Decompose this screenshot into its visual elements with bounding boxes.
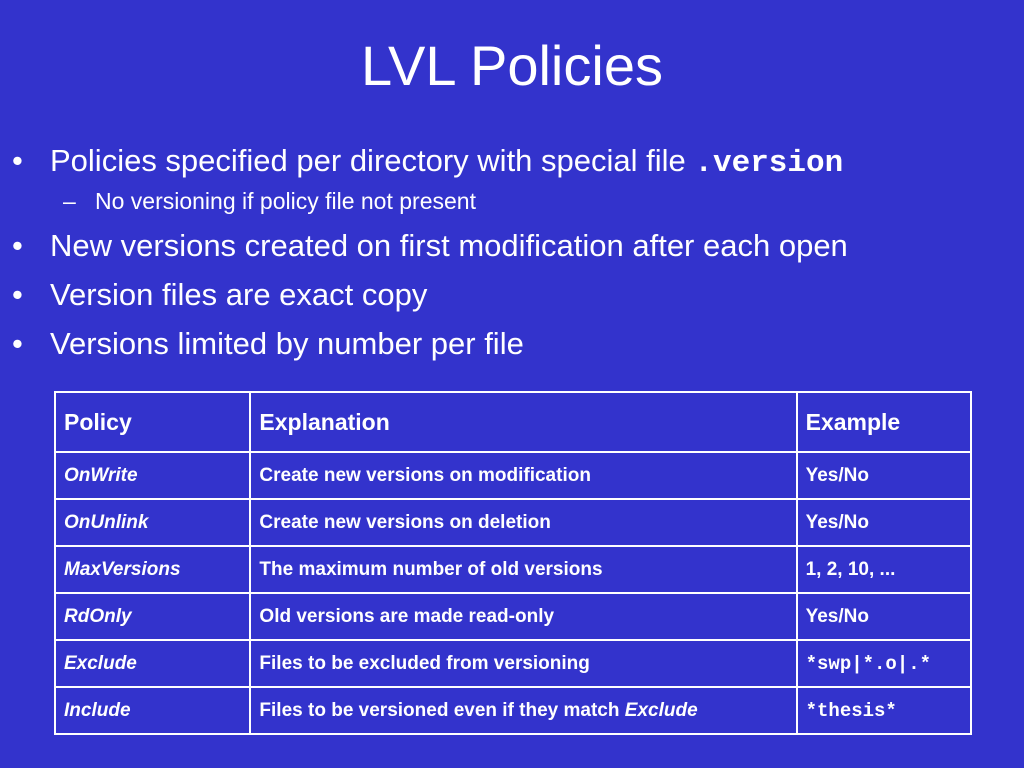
cell-explanation: Create new versions on modification — [250, 452, 796, 499]
header-example: Example — [797, 392, 971, 452]
bullet-list — [0, 140, 1024, 372]
bullet-marker: • — [12, 143, 23, 178]
bullet-item — [0, 274, 1024, 316]
table-row — [55, 546, 971, 593]
table-row — [55, 593, 971, 640]
code-filename: .version — [694, 146, 844, 181]
header-policy: Policy — [55, 392, 250, 452]
bullet-item — [0, 140, 1024, 185]
sub-bullet-text: No versioning if policy file not present — [95, 188, 476, 214]
slide-title: LVL Policies — [361, 34, 663, 97]
sub-bullet-item — [0, 185, 1024, 217]
cell-explanation: Old versions are made read-only — [250, 593, 796, 640]
bullet-marker: • — [12, 228, 23, 263]
cell-policy: OnUnlink — [55, 499, 250, 546]
cell-explanation-emphasis: Exclude — [624, 699, 698, 721]
bullet-text: Policies specified per directory with special file — [50, 143, 695, 178]
bullet-text: Version files are exact copy — [50, 277, 428, 312]
bullet-marker: • — [12, 277, 23, 312]
cell-policy: RdOnly — [55, 593, 250, 640]
table-row — [55, 640, 971, 687]
cell-example: Yes/No — [797, 499, 971, 546]
bullet-text: Versions limited by number per file — [50, 326, 524, 361]
cell-policy: OnWrite — [55, 452, 250, 499]
header-explanation: Explanation — [250, 392, 796, 452]
bullet-marker: • — [12, 326, 23, 361]
table-row — [55, 687, 971, 734]
bullet-item — [0, 225, 1024, 267]
sub-bullet-marker: – — [63, 188, 76, 214]
cell-explanation — [250, 687, 796, 734]
cell-policy: MaxVersions — [55, 546, 250, 593]
cell-example: *swp|*.o|.* — [797, 640, 971, 687]
cell-example: Yes/No — [797, 452, 971, 499]
bullet-text: New versions created on first modification after each open — [50, 228, 848, 263]
cell-explanation: Files to be excluded from versioning — [250, 640, 796, 687]
table-row — [55, 499, 971, 546]
cell-explanation: The maximum number of old versions — [250, 546, 796, 593]
cell-example: Yes/No — [797, 593, 971, 640]
cell-explanation-text: Files to be versioned even if they match — [259, 699, 625, 721]
table-row — [55, 452, 971, 499]
cell-policy: Include — [55, 687, 250, 734]
cell-policy: Exclude — [55, 640, 250, 687]
bullet-item — [0, 323, 1024, 365]
cell-example: 1, 2, 10, ... — [797, 546, 971, 593]
cell-explanation: Create new versions on deletion — [250, 499, 796, 546]
table-header-row — [55, 392, 971, 452]
cell-example: *thesis* — [797, 687, 971, 734]
policy-table — [54, 391, 972, 735]
